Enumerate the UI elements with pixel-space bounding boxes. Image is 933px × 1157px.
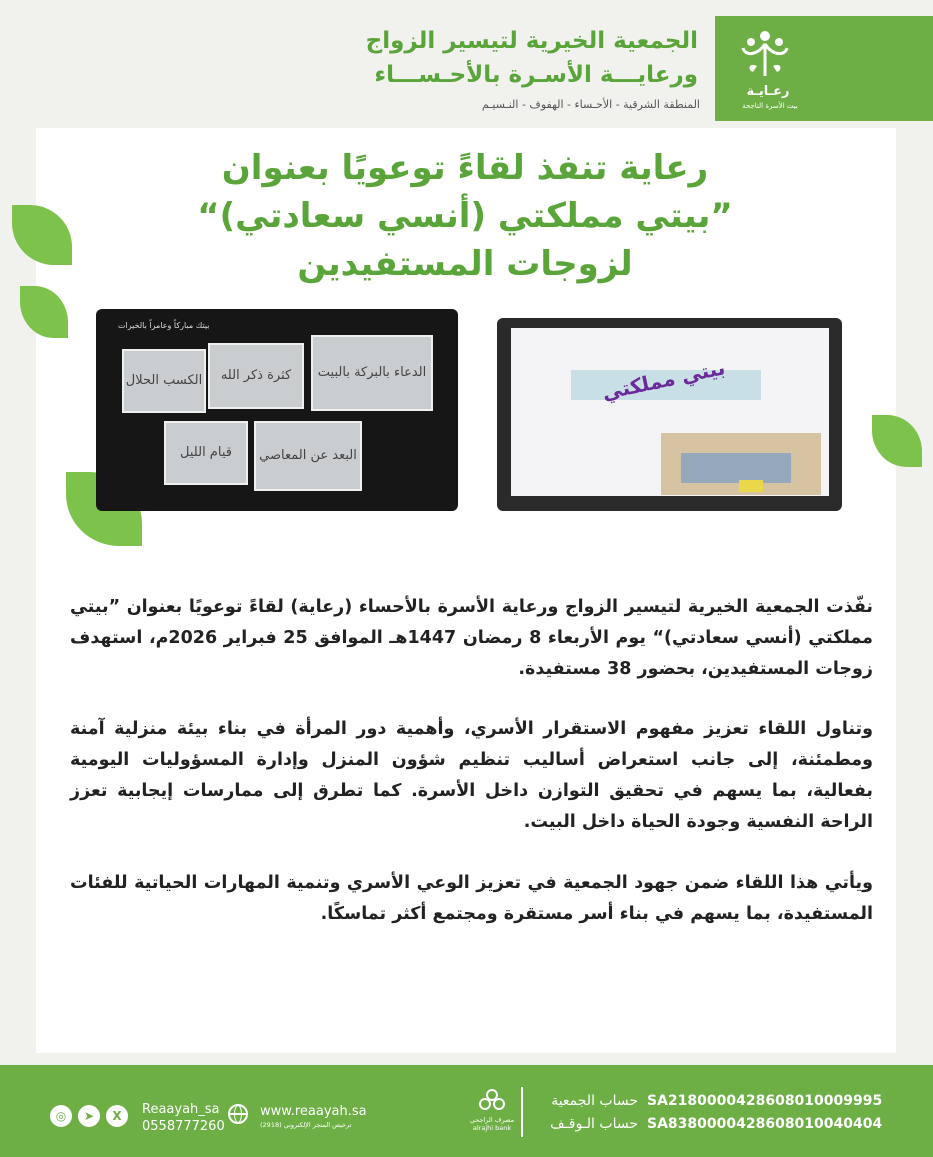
- page-title-line2: ”بيتي مملكتي (أنسي سعادتي)“: [197, 196, 733, 236]
- social-handle[interactable]: Reaayah_sa: [142, 1102, 220, 1117]
- slide-tile: قيام الليل: [164, 421, 248, 485]
- slide-tile: البعد عن المعاصي: [254, 421, 362, 491]
- telegram-icon[interactable]: ➤: [78, 1105, 100, 1127]
- globe-icon: [228, 1104, 248, 1124]
- org-name-line2: ورعايـــة الأسـرة بالأحـســـاء: [374, 62, 698, 88]
- org-region: المنطقة الشرقية - الأحـساء - الهفوف - النـسيـم: [481, 98, 700, 111]
- bank-name: [465, 1116, 519, 1132]
- org-name-line1: الجمعية الخيرية لتيسير الزواج: [365, 28, 698, 54]
- logo-name: رعـايـة: [746, 84, 790, 99]
- body-paragraph-2: وتناول اللقاء تعزيز مفهوم الاستقرار الأسري، وأهمية دور المرأة في بناء بيئة منزلية آمنة ومطمئنة، إلى جانب استعراض أساليب تنظيم شؤون المنزل وإدارة المسؤوليات اليومية بفعالية، بما يسهم في تحقيق التوازن داخل الأسرة. كما تطرق إلى ممارسات إيجابية تعزز الراحة النفسية وجودة الحياة داخل البيت.: [70, 719, 873, 832]
- label-association: حساب الجمعية: [551, 1093, 638, 1109]
- logo: [715, 16, 933, 121]
- alrajhi-bank-logo-icon: [478, 1089, 506, 1115]
- page-title-line1: رعاية تنفذ لقاءً توعويًا بعنوان: [221, 148, 709, 188]
- screen-title: بيتي مملكتي: [599, 355, 728, 405]
- website-license: ترخيص المتجر الإلكتروني (2918): [260, 1121, 352, 1129]
- x-icon[interactable]: X: [106, 1105, 128, 1127]
- logo-tagline: بيت الأسرة الناجحة: [742, 102, 798, 110]
- page-title-line3: لزوجات المستفيدين: [297, 244, 633, 284]
- label-endowment: حساب الـوقـف: [550, 1116, 638, 1132]
- divider: [521, 1087, 523, 1137]
- slide-caption: بيتك مباركاً وعامراً بالخيرات: [118, 321, 210, 330]
- website-link[interactable]: www.reaayah.sa: [260, 1104, 367, 1119]
- phone-number[interactable]: 0558777260: [142, 1119, 225, 1134]
- screen-note: [739, 480, 763, 492]
- photo-tv-screen: [497, 318, 842, 511]
- body-paragraph-1: نفّذت الجمعية الخيرية لتيسير الزواج ورعاية الأسرة بالأحساء (رعاية) لقاءً توعويًا بعنوان ”بيتي مملكتي (أنسي سعادتي)“ يوم الأربعاء 8 رمضان 1447هـ الموافق 25 فبراير 2026م، استهدف زوجات المستفيدين، بحضور 38 مستفيدة.: [70, 597, 873, 679]
- iban-association: SA2180000428608010009995: [647, 1093, 883, 1109]
- slide-tile: الدعاء بالبركة بالبيت: [311, 335, 433, 411]
- bank-name-en: alrajhi bank: [472, 1124, 512, 1132]
- logo-tree-icon: [735, 26, 795, 86]
- photo-presentation-slide: [96, 309, 458, 511]
- body-paragraph-3: ويأتي هذا اللقاء ضمن جهود الجمعية في تعزيز الوعي الأسري وتنمية المهارات الحياتية للفئات المستفيدة، بما يسهم في بناء أسر مستقرة ومجتمع أكثر تماسكًا.: [70, 873, 873, 924]
- instagram-icon[interactable]: ◎: [50, 1105, 72, 1127]
- tv-screen: [511, 328, 829, 496]
- bank-name-ar: مصرف الراجحي: [469, 1116, 515, 1124]
- footer: [0, 1065, 933, 1157]
- iban-endowment: SA8380000428608010040404: [647, 1116, 883, 1132]
- slide-tile: الكسب الحلال: [122, 349, 206, 413]
- slide-tile: كثرة ذكر الله: [208, 343, 304, 409]
